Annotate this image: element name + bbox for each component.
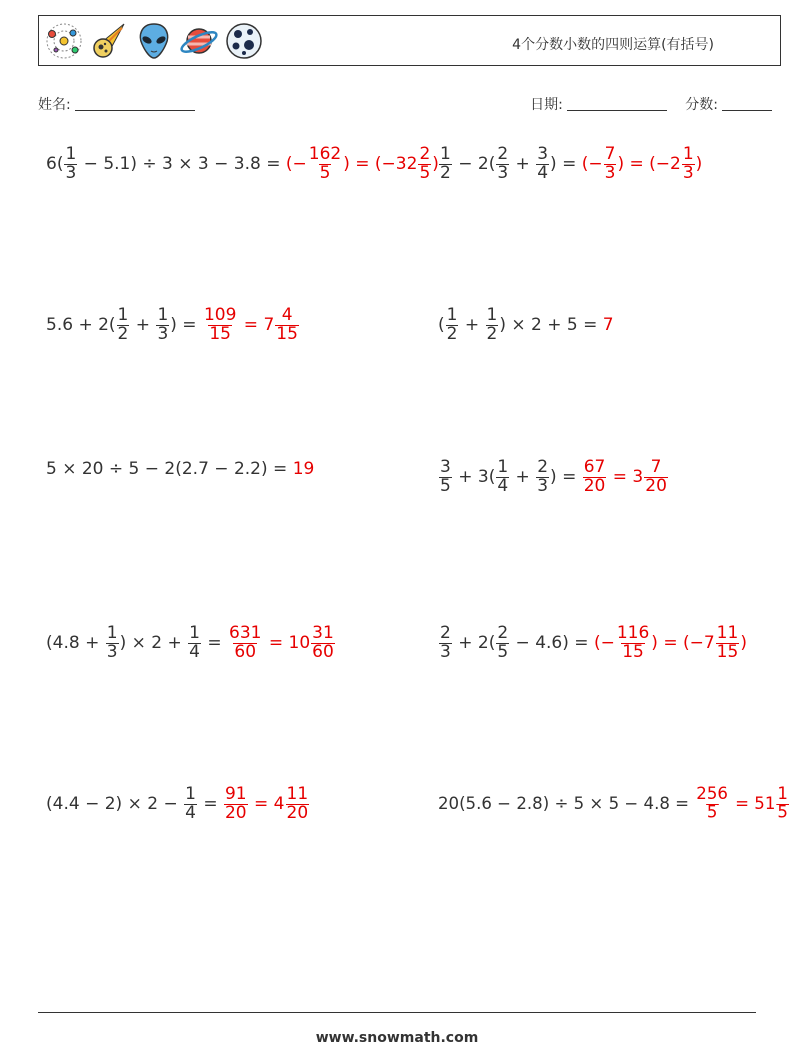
expr-text: (− — [581, 154, 603, 175]
fraction — [184, 786, 197, 823]
expr-text: (− — [285, 154, 307, 175]
numerator: 1 — [106, 623, 118, 643]
problem-1 — [46, 146, 439, 183]
numerator: 7 — [650, 457, 662, 477]
numerator: 116 — [616, 623, 650, 643]
worksheet-title: 4个分数小数的四则运算(有括号) — [512, 37, 714, 53]
denominator: 5 — [497, 641, 509, 662]
denominator: 20 — [224, 802, 247, 823]
numerator: 3 — [440, 457, 451, 477]
problem-10 — [438, 786, 790, 822]
answer — [293, 459, 315, 479]
header-box — [38, 15, 781, 66]
expr-text: 5.6 + 2( — [46, 315, 116, 336]
fraction — [695, 786, 729, 822]
expr-text: = 10 — [263, 633, 311, 654]
date-score-fields — [530, 94, 772, 114]
expr-text: = 7 — [238, 315, 275, 336]
expr-text: 7 — [602, 315, 614, 336]
denominator: 3 — [440, 641, 451, 662]
denominator: 60 — [234, 641, 257, 662]
expr-text: ) = — [550, 154, 582, 175]
denominator: 15 — [209, 323, 231, 344]
problem-8 — [438, 625, 747, 662]
numerator: 2 — [497, 623, 509, 643]
problem-3 — [46, 307, 300, 344]
numerator: 2 — [537, 457, 549, 477]
numerator: 1 — [486, 305, 498, 325]
numerator: 1 — [682, 144, 694, 164]
fraction — [486, 307, 499, 344]
denominator: 3 — [604, 162, 616, 183]
expr-text: 5 × 20 ÷ 5 − 2(2.7 − 2.2) = — [46, 459, 293, 479]
fraction — [496, 625, 509, 662]
expr-text: ) = (−2 — [617, 154, 681, 175]
denominator: 60 — [312, 641, 334, 662]
fraction — [188, 625, 201, 662]
fraction — [418, 146, 431, 183]
denominator: 20 — [583, 475, 606, 496]
fraction — [308, 146, 342, 183]
numerator: 1 — [157, 305, 169, 325]
numerator: 1 — [446, 305, 458, 325]
fraction — [275, 307, 299, 344]
expr-text: + — [510, 467, 536, 488]
question — [46, 459, 293, 479]
denominator: 2 — [446, 323, 458, 344]
denominator: 2 — [117, 323, 129, 344]
answer — [603, 315, 614, 335]
question — [438, 795, 694, 815]
numerator: 2 — [419, 144, 431, 164]
fraction — [536, 459, 549, 496]
question — [438, 625, 594, 662]
fraction — [716, 625, 740, 662]
numerator: 67 — [583, 457, 606, 477]
fraction — [604, 146, 617, 183]
fraction — [496, 146, 509, 183]
fraction — [583, 459, 607, 496]
problem-2 — [438, 146, 702, 183]
denominator: 4 — [185, 802, 196, 823]
expr-text: + 3( — [452, 467, 496, 488]
expr-text: = 3 — [607, 467, 644, 488]
expr-text: ) = (−7 — [651, 633, 715, 654]
fraction — [224, 786, 248, 823]
numerator: 1 — [777, 784, 788, 805]
fraction — [64, 146, 77, 183]
fraction — [286, 786, 310, 823]
denominator: 3 — [537, 475, 549, 496]
expr-text: + 2( — [452, 633, 496, 654]
expr-text: 6( — [46, 154, 64, 175]
expr-text: ) — [740, 633, 747, 654]
numerator: 109 — [203, 305, 237, 325]
fraction — [682, 146, 695, 183]
fraction — [776, 786, 789, 822]
denominator: 15 — [716, 641, 739, 662]
numerator: 31 — [312, 623, 334, 643]
answer — [582, 146, 703, 183]
fraction — [106, 625, 119, 662]
answer — [227, 625, 336, 662]
fraction — [311, 625, 335, 662]
expr-text: ) = (−32 — [343, 154, 418, 175]
name-blank[interactable] — [75, 96, 195, 111]
footer-site: www.snowmath.com — [315, 1030, 479, 1046]
expr-text: + — [130, 315, 156, 336]
denominator: 5 — [419, 162, 431, 183]
score-label: 分数: — [685, 97, 718, 113]
expr-text: (4.4 − 2) × 2 − — [46, 794, 184, 815]
numerator: 91 — [224, 784, 247, 804]
numerator: 1 — [440, 144, 451, 164]
expr-text: ) — [695, 154, 703, 175]
expr-text: = — [201, 633, 228, 654]
expr-text: = 51 — [729, 794, 776, 815]
question — [46, 146, 286, 183]
denominator: 5 — [706, 802, 718, 823]
expr-text: + — [510, 154, 536, 175]
numerator: 162 — [308, 144, 342, 164]
fraction — [117, 307, 130, 344]
fraction — [439, 625, 452, 662]
alien-icon — [133, 20, 175, 62]
denominator: 20 — [645, 475, 667, 496]
question — [438, 307, 603, 344]
date-blank[interactable] — [567, 96, 667, 111]
denominator: 2 — [440, 162, 451, 183]
fraction — [203, 307, 237, 344]
solar-system-icon — [43, 20, 85, 62]
question — [438, 459, 582, 496]
answer — [223, 786, 310, 823]
denominator: 4 — [537, 162, 549, 183]
denominator: 3 — [106, 641, 118, 662]
expr-text: = 4 — [248, 794, 285, 815]
problem-6 — [438, 459, 669, 496]
icon-strip — [43, 20, 265, 62]
expr-text: ( — [438, 315, 445, 336]
moon-icon — [223, 20, 265, 62]
answer — [286, 146, 439, 183]
denominator: 4 — [497, 475, 509, 496]
numerator: 1 — [189, 623, 200, 643]
answer — [594, 625, 747, 662]
expr-text: 19 — [292, 459, 315, 479]
fraction — [156, 307, 169, 344]
expr-text: ) = — [170, 315, 202, 336]
numerator: 1 — [117, 305, 129, 325]
expr-text: (4.8 + — [46, 633, 105, 654]
denominator: 20 — [286, 802, 309, 823]
expr-text: + — [459, 315, 485, 336]
fraction — [496, 459, 509, 496]
numerator: 4 — [281, 305, 293, 325]
expr-text: ) — [432, 154, 439, 175]
denominator: 5 — [319, 162, 331, 183]
date-label: 日期: — [530, 97, 563, 113]
comet-icon — [88, 20, 130, 62]
numerator: 11 — [716, 623, 739, 643]
question — [46, 307, 202, 344]
fraction — [536, 146, 549, 183]
numerator: 11 — [286, 784, 309, 804]
numerator: 1 — [497, 457, 509, 477]
denominator: 15 — [622, 641, 644, 662]
expr-text: ) = — [550, 467, 582, 488]
footer-divider — [38, 1012, 756, 1013]
denominator: 3 — [65, 162, 77, 183]
problem-4 — [438, 307, 614, 344]
fraction — [616, 625, 650, 662]
denominator: 5 — [777, 802, 788, 823]
problem-5 — [46, 459, 314, 479]
expr-text: − 4.6) = — [510, 633, 594, 654]
expr-text: − 2( — [452, 154, 496, 175]
expr-text: − 5.1) ÷ 3 × 3 − 3.8 = — [78, 154, 286, 175]
denominator: 5 — [440, 475, 451, 496]
problem-7 — [46, 625, 336, 662]
name-label: 姓名: — [38, 97, 71, 113]
question — [438, 146, 582, 183]
answer — [202, 307, 300, 344]
question — [46, 625, 227, 662]
expr-text: ) × 2 + 5 = — [499, 315, 603, 336]
name-field — [38, 94, 195, 114]
numerator: 2 — [497, 144, 509, 164]
problem-9 — [46, 786, 310, 823]
numerator: 7 — [604, 144, 616, 164]
numerator: 631 — [229, 623, 262, 643]
question — [46, 786, 223, 823]
fraction — [228, 625, 262, 662]
planet-icon — [178, 20, 220, 62]
denominator: 3 — [157, 323, 169, 344]
answer — [582, 459, 669, 496]
expr-text: (− — [593, 633, 615, 654]
fraction — [439, 459, 452, 496]
denominator: 3 — [682, 162, 694, 183]
expr-text: = — [197, 794, 223, 815]
numerator: 1 — [185, 784, 196, 804]
fraction — [644, 459, 668, 496]
numerator: 2 — [440, 623, 451, 643]
score-blank[interactable] — [722, 96, 772, 111]
fraction — [439, 146, 452, 183]
numerator: 3 — [537, 144, 549, 164]
numerator: 1 — [65, 144, 77, 164]
denominator: 3 — [497, 162, 509, 183]
answer — [694, 786, 790, 822]
denominator: 2 — [486, 323, 498, 344]
numerator: 256 — [696, 784, 728, 805]
fraction — [446, 307, 459, 344]
expr-text: ) × 2 + — [119, 633, 188, 654]
expr-text: 20(5.6 − 2.8) ÷ 5 × 5 − 4.8 = — [438, 794, 695, 815]
denominator: 15 — [276, 323, 298, 344]
denominator: 4 — [189, 641, 200, 662]
